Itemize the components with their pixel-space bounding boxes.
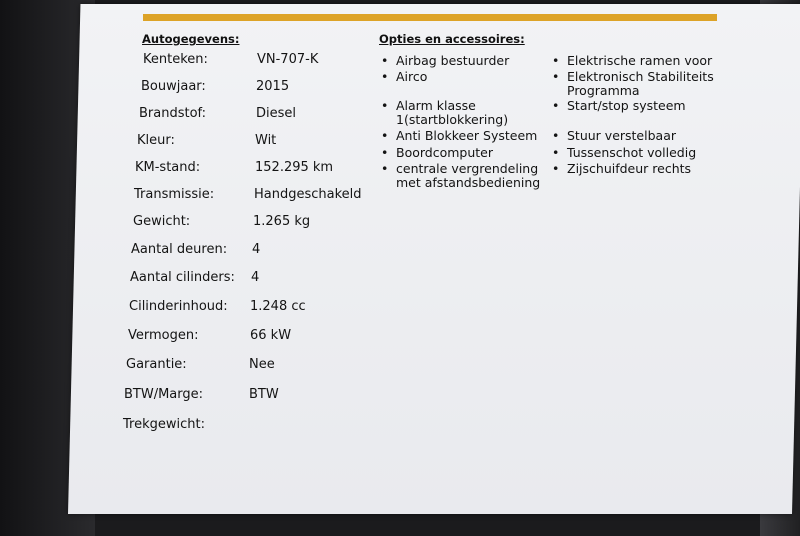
spec-label: Aantal deuren: xyxy=(131,242,228,257)
option-item: • Anti Blokkeer Systeem xyxy=(381,128,538,143)
spec-label: Kleur: xyxy=(137,133,175,148)
spec-label: Transmissie: xyxy=(134,187,215,202)
spec-value: 152.295 km xyxy=(255,160,334,175)
spec-label: Bouwjaar: xyxy=(141,79,206,94)
option-item: • Stuur verstelbaar xyxy=(552,128,676,143)
spec-label: Brandstof: xyxy=(139,106,207,121)
spec-value: Nee xyxy=(249,357,275,372)
spec-value: VN-707-K xyxy=(257,52,319,67)
spec-value: 2015 xyxy=(256,79,290,94)
spec-value: 66 kW xyxy=(250,328,292,343)
spec-value: BTW xyxy=(249,387,279,402)
option-item: • centrale vergrendeling met afstandsbediening xyxy=(381,161,541,190)
option-item: • Tussenschot volledig xyxy=(552,145,697,160)
spec-value: 4 xyxy=(251,270,260,285)
spec-label: Vermogen: xyxy=(128,328,199,343)
spec-value: Handgeschakeld xyxy=(254,187,362,202)
spec-label: Cilinderinhoud: xyxy=(129,299,228,314)
spec-label: BTW/Marge: xyxy=(124,387,204,402)
spec-label: Trekgewicht: xyxy=(123,417,205,432)
options-header: Opties en accessoires: xyxy=(379,32,525,46)
option-item: • Airbag bestuurder xyxy=(381,53,510,68)
header-accent-bar xyxy=(143,14,717,21)
spec-value: 1.265 kg xyxy=(253,214,311,229)
spec-value: 1.248 cc xyxy=(250,299,306,314)
option-item: • Elektronisch Stabiliteits Programma xyxy=(552,69,714,98)
option-item: • Zijschuifdeur rechts xyxy=(552,161,692,176)
spec-label: Garantie: xyxy=(126,357,187,372)
option-item: • Elektrische ramen voor xyxy=(552,53,713,68)
option-item: • Boordcomputer xyxy=(381,145,494,160)
spec-value: Wit xyxy=(255,133,277,148)
spec-label: KM-stand: xyxy=(135,160,201,175)
spec-value: Diesel xyxy=(256,106,297,121)
spec-value: 4 xyxy=(252,242,261,257)
option-item: • Alarm klasse 1(startblokkering) xyxy=(381,98,509,127)
option-item: • Airco xyxy=(381,69,428,84)
option-item: • Start/stop systeem xyxy=(552,98,686,113)
spec-label: Aantal cilinders: xyxy=(130,270,235,285)
specs-header: Autogegevens: xyxy=(142,32,240,46)
spec-label: Kenteken: xyxy=(143,52,208,67)
spec-label: Gewicht: xyxy=(133,214,191,229)
